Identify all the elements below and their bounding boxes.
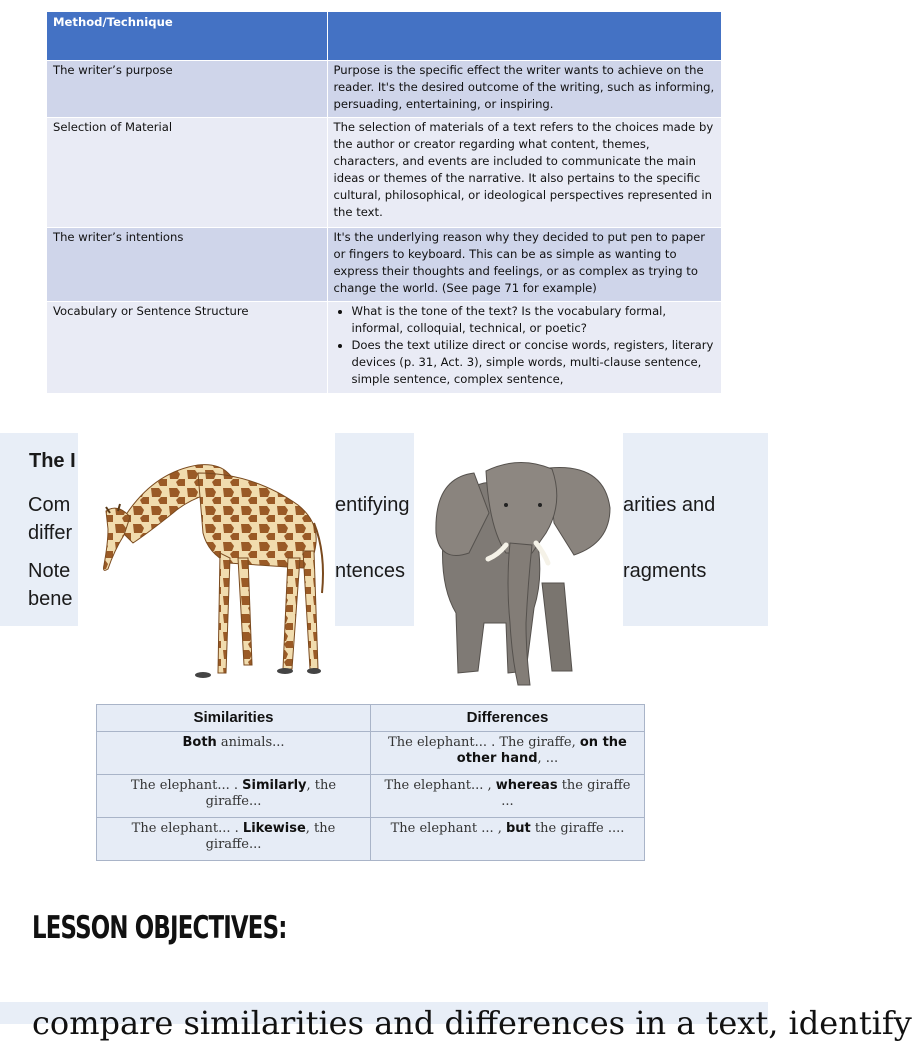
row-description — [327, 302, 721, 393]
slide-band-middle — [335, 433, 414, 626]
row-description: The selection of materials of a text refers to the choices made by the author or creator regarding what content, themes, characters, and events are included to communicate the main ideas or themes of the narrative. It also pertains to the specific cultural, philosophical, or ideological perspectives represented in the text. — [327, 118, 721, 228]
row-label: The writer’s purpose — [47, 61, 327, 118]
table-row — [97, 775, 645, 818]
row-description: Purpose is the specific effect the writer wants to achieve on the reader. It's the desired outcome of the writing, such as informing, persuading, entertaining, or inspiring. — [327, 61, 721, 118]
objective-text: compare similarities and differences in a text, identify — [32, 1004, 912, 1042]
compare-table — [96, 704, 645, 861]
row-label: Vocabulary or Sentence Structure — [47, 302, 327, 393]
elephant-illustration — [414, 433, 623, 695]
table-row — [97, 818, 645, 861]
table-row — [47, 118, 721, 228]
table-row — [97, 732, 645, 775]
slide-text-fragment: entifying — [335, 494, 410, 516]
difference-cell: The elephant ... , but the giraffe .... — [371, 818, 645, 861]
table-row — [47, 228, 721, 302]
slide-band-right — [623, 433, 768, 626]
row-label: Selection of Material — [47, 118, 327, 228]
slide-text-fragment: ragments — [623, 560, 707, 582]
list-item: • What is the tone of the text? Is the vocabulary formal, informal, colloquial, technical, or poetic? — [352, 303, 715, 337]
bullet-list — [334, 303, 715, 388]
table-row — [47, 61, 721, 118]
slide-text-fragment: Com — [28, 494, 71, 516]
slide-text-fragment: Note — [28, 560, 71, 582]
method-technique-table — [47, 12, 722, 393]
similarity-cell: The elephant... . Similarly, the giraffe... — [97, 775, 371, 818]
table-header-similarities: Similarities — [97, 705, 371, 732]
slide-text-fragment: differ — [28, 522, 73, 544]
table-header-method: Method/Technique — [47, 12, 327, 61]
slide-title-fragment: The I — [29, 450, 76, 472]
slide-text-fragment: arities and — [623, 494, 716, 516]
similarity-cell: Both animals... — [97, 732, 371, 775]
elephant-image — [414, 433, 623, 695]
slide-text-fragment: bene — [28, 588, 73, 610]
bottom-band — [0, 1002, 912, 1042]
giraffe-image — [78, 433, 335, 685]
lesson-objectives-heading: LESSON OBJECTIVES: — [32, 910, 287, 946]
list-item: • Does the text utilize direct or concise words, registers, literary devices (p. 31, Act. 3), simple words, multi-clause sentence, simple sentence, complex sentence, — [352, 337, 715, 388]
table-header-differences: Differences — [371, 705, 645, 732]
difference-cell: The elephant... . The giraffe, on the other hand, ... — [371, 732, 645, 775]
similarity-cell: The elephant... . Likewise, the giraffe... — [97, 818, 371, 861]
row-label: The writer’s intentions — [47, 228, 327, 302]
difference-cell: The elephant... , whereas the giraffe ... — [371, 775, 645, 818]
slide-text-fragment: ntences — [335, 560, 406, 582]
row-description: It's the underlying reason why they decided to put pen to paper or fingers to keyboard. This can be as simple as wanting to express their thoughts and feelings, or as complex as trying to change the world. (See page 71 for example) — [327, 228, 721, 302]
table-row — [47, 302, 721, 393]
giraffe-illustration — [78, 433, 335, 685]
table-header-description — [327, 12, 721, 61]
